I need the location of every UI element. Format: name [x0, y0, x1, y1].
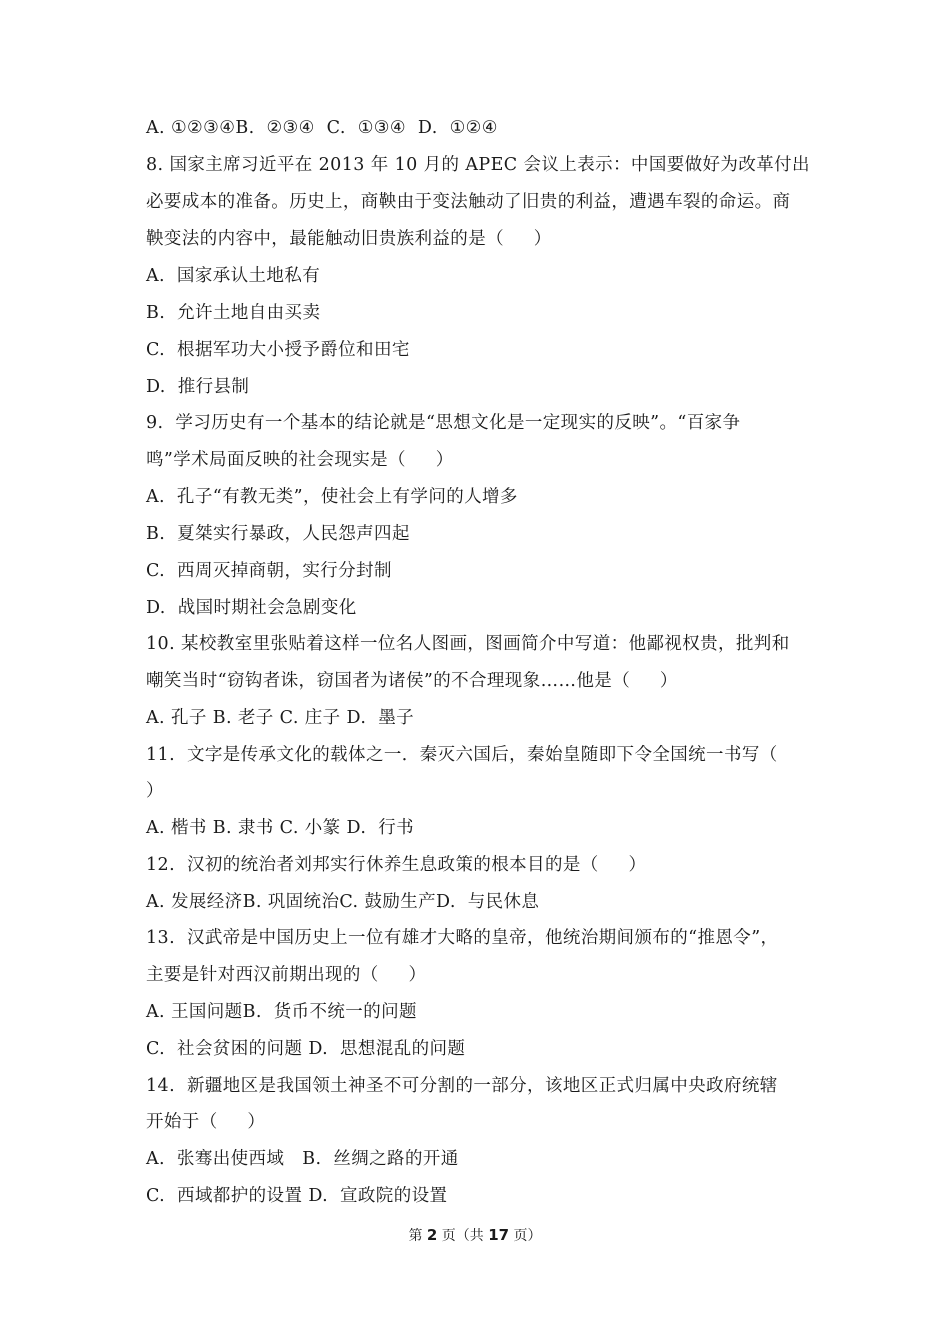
- text-line: A. 楷书 B. 隶书 C. 小篆 D. 行书: [146, 818, 415, 838]
- total-pages-number: 17: [488, 1226, 510, 1244]
- text-line: 13. 汉武帝是中国历史上一位有雄才大略的皇帝，他统治期间颁布的“推恩令”，: [146, 928, 779, 948]
- text-line: 必要成本的准备。历史上，商鞅由于变法触动了旧贵的利益，遭遇车裂的命运。商: [146, 192, 791, 212]
- text-line: 9. 学习历史有一个基本的结论就是“思想文化是一定现实的反映”。“百家争: [146, 413, 741, 433]
- text-line: A. ①②③④B. ②③④ C. ①③④ D. ①②④: [146, 118, 498, 138]
- text-line: A. 孔子 B. 老子 C. 庄子 D. 墨子: [146, 708, 415, 728]
- text-line: 开始于（ ）: [146, 1112, 266, 1132]
- text-line: C. 西周灭掉商朝，实行分封制: [146, 561, 392, 581]
- text-line: A. 国家承认土地私有: [146, 266, 321, 286]
- text-line: 主要是针对西汉前期出现的（ ）: [146, 965, 427, 985]
- text-line: 12. 汉初的统治者刘邦实行休养生息政策的根本目的是（ ）: [146, 855, 647, 875]
- text-line: 鸣”学术局面反映的社会现实是（ ）: [146, 450, 454, 470]
- text-line: D. 推行县制: [146, 377, 250, 397]
- text-line: 嘲笑当时“窃钩者诛，窃国者为诸侯”的不合理现象……他是（ ）: [146, 671, 678, 691]
- text-line: B. 允许土地自由买卖: [146, 303, 321, 323]
- footer-middle: 页（共: [437, 1228, 489, 1244]
- page-footer: [0, 1226, 950, 1245]
- text-line: 8. 国家主席习近平在 2013 年 10 月的 APEC 会议上表示：中国要做好为改革付出: [146, 155, 810, 175]
- text-line: 鞅变法的内容中，最能触动旧贵族利益的是（ ）: [146, 229, 552, 249]
- text-line: A. 孔子“有教无类”，使社会上有学问的人增多: [146, 487, 518, 507]
- text-line: C. 西域都护的设置 D. 宣政院的设置: [146, 1186, 448, 1206]
- footer-suffix: 页）: [509, 1228, 542, 1244]
- footer-prefix: 第: [408, 1228, 427, 1244]
- text-line: B. 夏桀实行暴政，人民怨声四起: [146, 524, 410, 544]
- text-line: C. 社会贫困的问题 D. 思想混乱的问题: [146, 1039, 466, 1059]
- current-page-number: 2: [426, 1226, 438, 1244]
- text-line: C. 根据军功大小授予爵位和田宅: [146, 340, 410, 360]
- text-line: ）: [146, 781, 164, 801]
- text-line: A. 发展经济B. 巩固统治C. 鼓励生产D. 与民休息: [146, 892, 540, 912]
- text-line: 10. 某校教室里张贴着这样一位名人图画，图画简介中写道：他鄙视权贵，批判和: [146, 634, 790, 654]
- text-line: 11. 文字是传承文化的载体之一．秦灭六国后，秦始皇随即下令全国统一书写（: [146, 745, 778, 765]
- text-line: A. 王国问题B. 货币不统一的问题: [146, 1002, 417, 1022]
- text-line: A. 张骞出使西域 B. 丝绸之路的开通: [146, 1149, 459, 1169]
- text-line: D. 战国时期社会急剧变化: [146, 598, 357, 618]
- text-line: 14. 新疆地区是我国领土神圣不可分割的一部分，该地区正式归属中央政府统辖: [146, 1076, 778, 1096]
